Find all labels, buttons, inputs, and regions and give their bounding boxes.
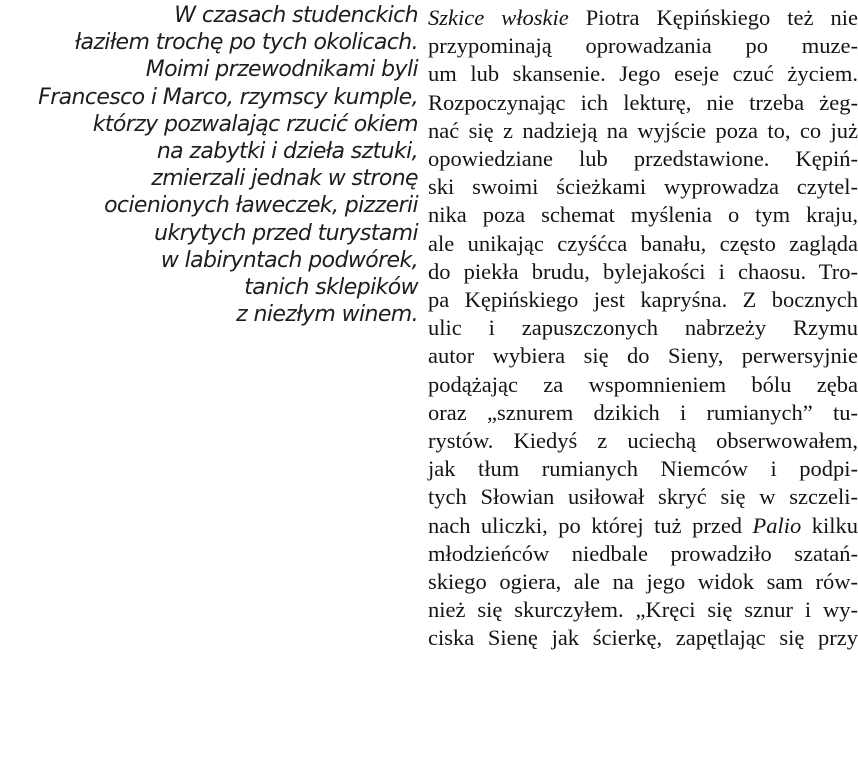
body-line: um lub skansenie. Jego eseje czuć życiem. — [428, 61, 858, 87]
body-line: młodzieńców niedbale prowadziło szatań- — [428, 540, 858, 566]
body-line-text: kilku — [801, 512, 858, 538]
body-line: przypominają oprowadzania po muze- — [428, 33, 858, 59]
body-line: Rozpoczynając ich lekturę, nie trzeba żeg- — [428, 89, 858, 115]
body-line: ale unikając czyśćca banału, często zagląda — [428, 230, 858, 256]
pull-quote-line: ocienionych ławeczek, pizzerii — [104, 193, 418, 219]
body-line: nika poza schemat myślenia o tym kraju, — [428, 202, 858, 228]
body-line: pa Kępińskiego jest kapryśna. Z bocznych — [428, 287, 858, 313]
body-line: jak tłum rumianych Niemców i podpi- — [428, 456, 858, 482]
pull-quote-line: W czasach studenckich — [174, 3, 418, 28]
body-line: oraz „sznurem dzikich i rumianych” tu- — [428, 399, 858, 425]
body-line-text: Piotra Kępińskiego też nie — [568, 5, 858, 30]
body-line: ciska Sienę jak ścierkę, zapętlając się przy — [428, 625, 858, 651]
pull-quote — [0, 2, 418, 328]
pull-quote-line: Moimi przewodnikami byli — [145, 57, 418, 83]
body-line: ulic i zapuszczonych nabrzeży Rzymu — [428, 315, 858, 341]
palio-term: Palio — [752, 512, 802, 538]
book-title: Szkice włoskie — [428, 5, 569, 30]
pull-quote-line: zmierzali jednak w stronę — [151, 166, 418, 192]
body-line: do piekła brudu, bylejakości i chaosu. Tro- — [428, 258, 858, 284]
body-line: skiego ogiera, ale na jego widok sam rów- — [428, 569, 858, 595]
body-line: rystów. Kiedyś z uciechą obserwowałem, — [428, 428, 858, 454]
body-line: autor wybiera się do Sieny, perwersyjnie — [428, 343, 858, 369]
pull-quote-line: którzy pozwalając rzucić okiem — [92, 111, 418, 137]
body-line: tych Słowian usiłował skryć się w szczeli- — [428, 484, 858, 510]
pull-quote-line: w labiryntach podwórek, — [160, 247, 418, 273]
body-line: podążając za wspomnieniem bólu zęba — [428, 371, 858, 397]
body-line: ski swoimi ścieżkami wyprowadza czytel- — [428, 174, 858, 200]
pull-quote-line: łaziłem trochę po tych okolicach. — [74, 30, 418, 56]
body-line — [428, 512, 858, 540]
body-line: nież się skurczyłem. „Kręci się sznur i wy- — [428, 597, 858, 623]
pull-quote-line: Francesco i Marco, rzymscy kumple, — [38, 84, 418, 110]
body-line — [428, 4, 858, 32]
pull-quote-line: ukrytych przed turystami — [154, 220, 418, 246]
body-line: nać się z nadzieją na wyjście poza to, co już — [428, 117, 858, 143]
pull-quote-line: na zabytki i dzieła sztuki, — [156, 139, 418, 165]
body-text-column — [428, 4, 858, 653]
pull-quote-line: z niezłym winem. — [236, 302, 418, 328]
pull-quote-line: tanich sklepików — [244, 275, 418, 301]
body-line-text: nach uliczki, po której tuż przed — [428, 512, 753, 538]
body-line: opowiedziane lub przedstawione. Kępiń- — [428, 146, 858, 172]
